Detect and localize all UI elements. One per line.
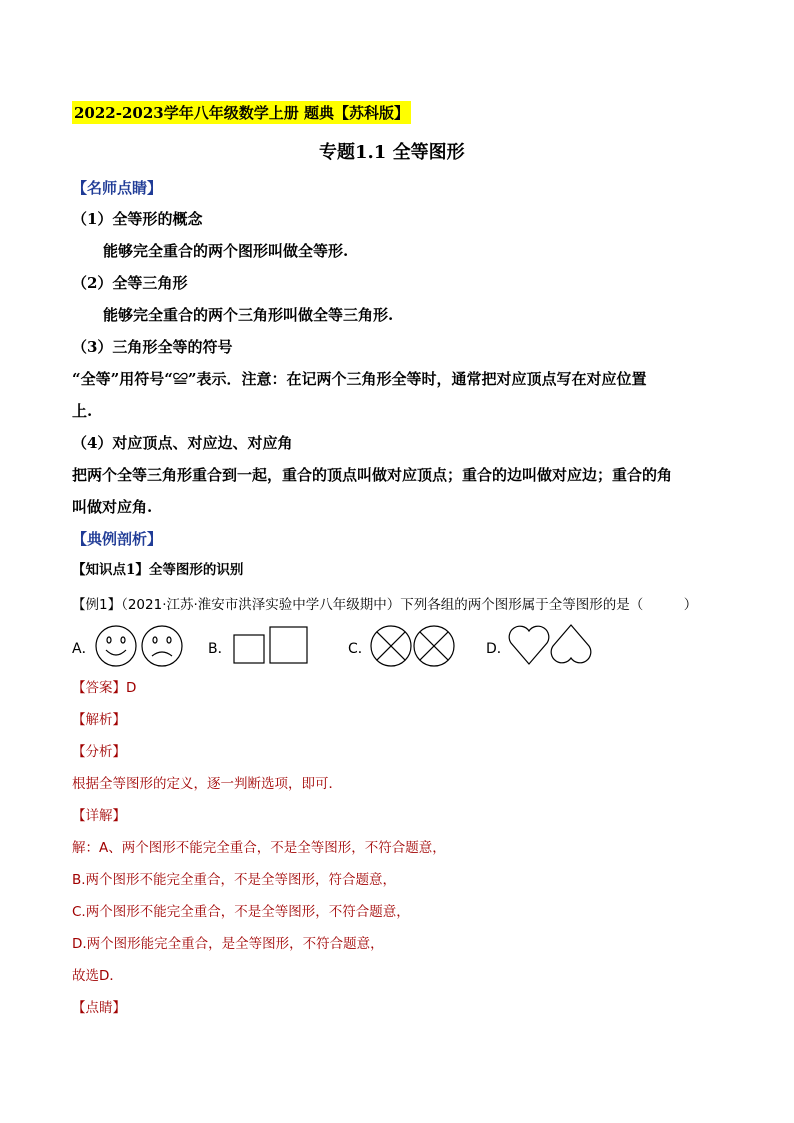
- sad-face-icon: [142, 626, 182, 666]
- point-3-heading: （3）三角形全等的符号: [72, 338, 233, 356]
- option-d-label: D．: [486, 641, 511, 657]
- detail-line-5: 故选D．: [72, 968, 123, 984]
- inverted-heart-icon: [551, 625, 591, 663]
- doc-header: 2022-2023学年八年级数学上册 题典【苏科版】: [72, 101, 411, 124]
- crossed-circle-icon: [371, 626, 411, 666]
- smiley-face-icon: [96, 626, 136, 666]
- detail-line-2: B.两个图形不能完全重合，不是全等图形，符合题意，: [72, 872, 397, 888]
- detail-line-1: 解：A、两个图形不能完全重合，不是全等图形，不符合题意，: [72, 840, 446, 856]
- crossed-circle-icon: [414, 626, 454, 666]
- analysis-label: 【解析】: [72, 712, 126, 728]
- fenxi-label: 【分析】: [72, 744, 126, 760]
- example-question: 【例1】（2021·江苏·淮安市洪泽实验中学八年级期中）下列各组的两个图形属于全等图形的是（ ）: [72, 597, 698, 613]
- detail-line-4: D.两个图形能完全重合，是全等图形，不符合题意，: [72, 936, 384, 952]
- section-tips: 【名师点睛】: [72, 179, 163, 197]
- point-2-heading: （2）全等三角形: [72, 274, 188, 292]
- comment-label: 【点睛】: [72, 1000, 126, 1016]
- option-b-figure: [233, 626, 311, 666]
- option-d-figure: [508, 623, 594, 667]
- point-1-heading: （1）全等形的概念: [72, 210, 203, 228]
- large-square-icon: [270, 627, 307, 663]
- option-c-label: C．: [348, 641, 372, 657]
- point-4-heading: （4）对应顶点、对应边、对应角: [72, 434, 293, 452]
- detail-line-3: C.两个图形不能完全重合，不是全等图形，不符合题意，: [72, 904, 410, 920]
- point-4-body-2: 叫做对应角.: [72, 498, 153, 516]
- point-3-body-1: “全等”用符号“≌”表示．注意：在记两个三角形全等时，通常把对应顶点写在对应位置: [72, 370, 647, 388]
- point-4-body-1: 把两个全等三角形重合到一起，重合的顶点叫做对应顶点；重合的边叫做对应边；重合的角: [72, 466, 673, 484]
- knowledge-point: 【知识点1】全等图形的识别: [72, 562, 244, 578]
- detail-label: 【详解】: [72, 808, 126, 824]
- point-2-body: 能够完全重合的两个三角形叫做全等三角形.: [103, 306, 394, 324]
- small-square-icon: [234, 635, 264, 663]
- option-a-label: A．: [72, 641, 96, 657]
- point-3-body-2: 上.: [72, 402, 93, 420]
- heart-icon: [509, 626, 549, 664]
- option-b-label: B．: [208, 641, 232, 657]
- option-c-figure: [370, 625, 456, 667]
- option-a-figure: [94, 624, 184, 668]
- answer: 【答案】D: [72, 680, 137, 696]
- point-1-body: 能够完全重合的两个图形叫做全等形.: [103, 242, 349, 260]
- page-title: 专题1.1 全等图形: [319, 142, 465, 163]
- fenxi-text: 根据全等图形的定义，逐一判断选项，即可．: [72, 776, 342, 792]
- section-examples: 【典例剖析】: [72, 530, 163, 548]
